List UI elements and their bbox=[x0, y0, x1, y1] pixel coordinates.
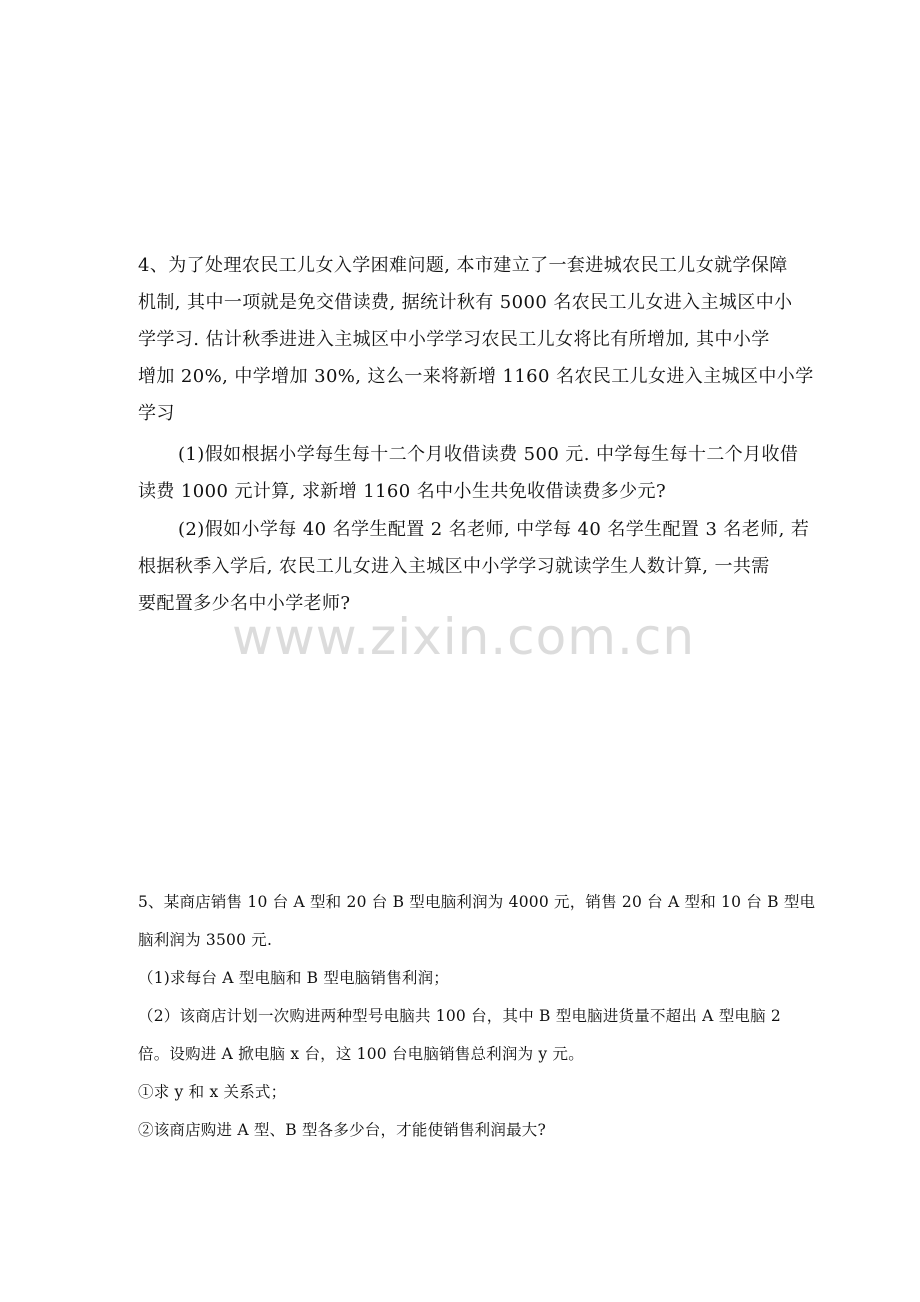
problem-4-part-2-line: 要配置多少名中小学老师? bbox=[138, 593, 351, 614]
problem-5-line: ②该商店购进 A 型、B 型各多少台，才能使销售利润最大? bbox=[138, 1121, 546, 1139]
problem-5-line: ①求 y 和 x 关系式； bbox=[138, 1083, 287, 1101]
problem-4-line: 增加 20%, 中学增加 30%, 这么一来将新增 1160 名农民工儿女进入主城区中小学 bbox=[138, 366, 814, 387]
problem-4-part-1-line: 读费 1000 元计算, 求新增 1160 名中小生共免收借读费多少元? bbox=[138, 481, 666, 502]
problem-4-line: 学习 bbox=[138, 403, 175, 424]
problem-4-line: 4、为了处理农民工儿女入学困难问题, 本市建立了一套进城农民工儿女就学保障 bbox=[138, 255, 788, 276]
problem-4-line: 机制, 其中一项就是免交借读费, 据统计秋有 5000 名农民工儿女进入主城区中小 bbox=[138, 292, 793, 313]
problem-4-part-1-line: (1)假如根据小学每生每十二个月收借读费 500 元. 中学每生每十二个月收借 bbox=[178, 444, 799, 465]
problem-5-line: 脑利润为 3500 元. bbox=[138, 931, 273, 949]
problem-5-line: （2）该商店计划一次购进两种型号电脑共 100 台，其中 B 型电脑进货量不超出 A 型电脑 2 bbox=[138, 1007, 781, 1025]
problem-4-part-2-line: 根据秋季入学后, 农民工儿女进入主城区中小学学习就读学生人数计算, 一共需 bbox=[138, 556, 770, 577]
watermark: www.zixin.com.cn bbox=[232, 608, 696, 666]
problem-5-line: 5、某商店销售 10 台 A 型和 20 台 B 型电脑利润为 4000 元，销售 20 台 A 型和 10 台 B 型电 bbox=[138, 893, 816, 911]
problem-5-line: （1)求每台 A 型电脑和 B 型电脑销售利润； bbox=[138, 969, 450, 987]
problem-4-line: 学学习. 估计秋季进进入主城区中小学学习农民工儿女将比有所增加, 其中小学 bbox=[138, 329, 770, 350]
problem-4-part-2-line: (2)假如小学每 40 名学生配置 2 名老师, 中学每 40 名学生配置 3 名老师, 若 bbox=[178, 519, 810, 540]
problem-5-line: 倍。设购进 A 掀电脑 x 台，这 100 台电脑销售总利润为 y 元。 bbox=[138, 1045, 584, 1063]
